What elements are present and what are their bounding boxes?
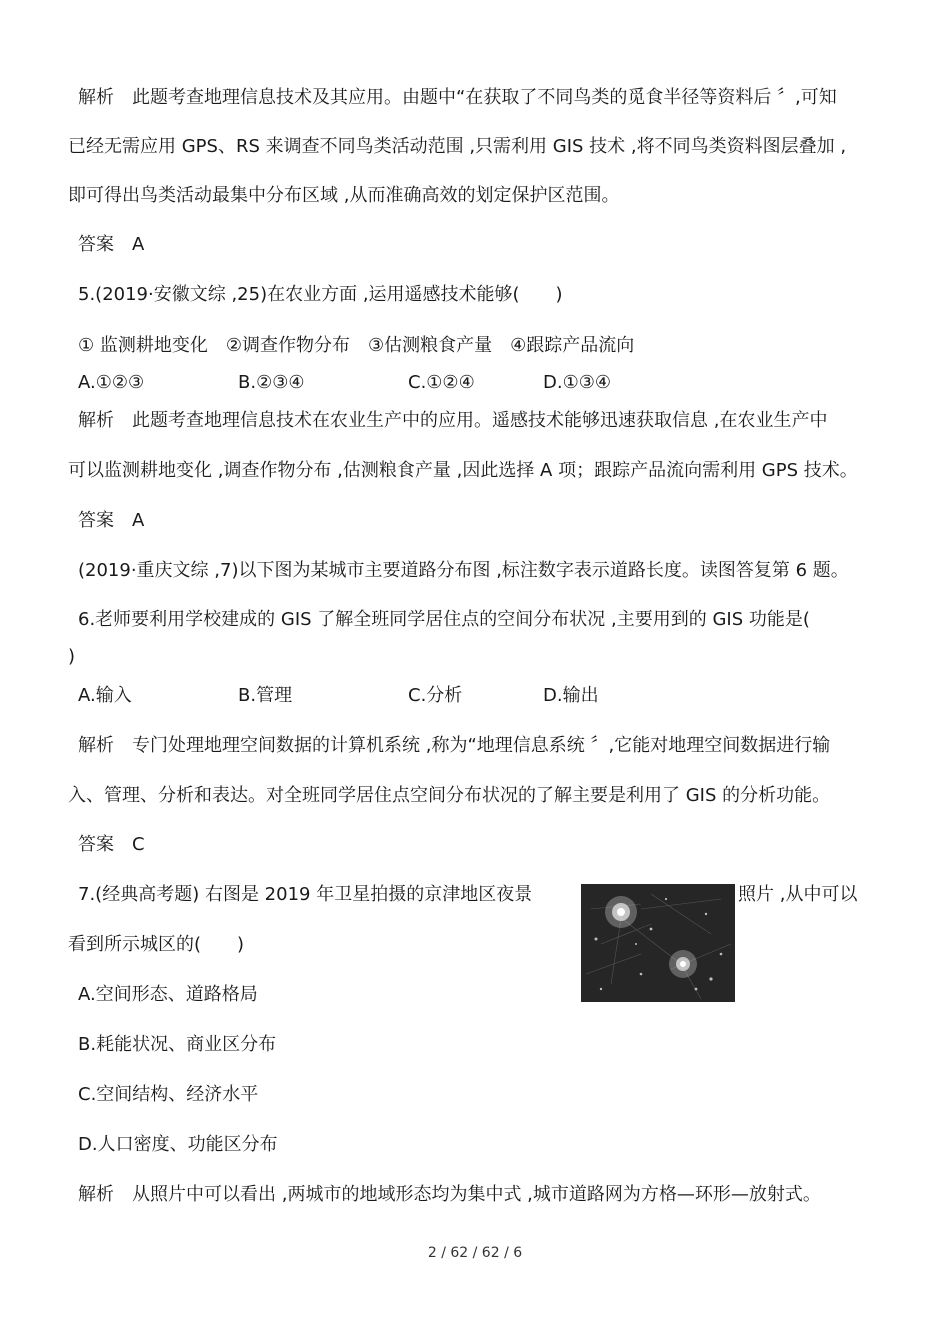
q6-option-d: D.输出 — [543, 685, 599, 706]
q4-answer: 答案 A — [78, 234, 145, 255]
page-number: 2 / 62 / 62 / 6 — [427, 1245, 523, 1261]
q5-option-c: C.①②④ — [408, 372, 475, 393]
q6-analysis-line1: 解析 专门处理地理空间数据的计算机系统 ,称为“地理信息系统 〞,它能对地理空间数据进行输 — [78, 735, 831, 756]
q6-stem-line1: 6.老师要利用学校建成的 GIS 了解全班同学居住点的空间分布状况 ,主要用到的 GIS 功能是( — [78, 609, 810, 630]
q6-stem-line2: ) — [68, 646, 76, 667]
q6-answer: 答案 C — [78, 834, 145, 855]
q6-option-c: C.分析 — [408, 685, 463, 706]
q6-intro: (2019·重庆文综 ,7)以下图为某城市主要道路分布图 ,标注数字表示道路长度。读图答复第 6 题。 — [78, 560, 849, 581]
q6-option-b: B.管理 — [238, 685, 293, 706]
q6-analysis-line2: 入、管理、分析和表达。对全班同学居住点空间分布状况的了解主要是利用了 GIS 的分析功能。 — [68, 785, 831, 806]
q7-option-c: C.空间结构、经济水平 — [78, 1084, 259, 1105]
q7-analysis: 解析 从照片中可以看出 ,两城市的地域形态均为集中式 ,城市道路网为方格—环形—放射式。 — [78, 1184, 821, 1205]
q6-option-a: A.输入 — [78, 685, 132, 706]
q4-analysis-line2: 已经无需应用 GPS、RS 来调查不同鸟类活动范围 ,只需利用 GIS 技术 ,将不同鸟类资料图层叠加 , — [68, 136, 847, 157]
q5-items: ① 监测耕地变化 ②调查作物分布 ③估测粮食产量 ④跟踪产品流向 — [78, 335, 635, 356]
night-satellite-photo — [581, 884, 735, 1002]
q5-answer: 答案 A — [78, 510, 145, 531]
q5-analysis-line1: 解析 此题考查地理信息技术在农业生产中的应用。遥感技术能够迅速获取信息 ,在农业生产中 — [78, 410, 828, 431]
q5-option-b: B.②③④ — [238, 372, 305, 393]
q7-stem-line2: 看到所示城区的( ) — [68, 934, 245, 955]
q7-stem-part2: 照片 ,从中可以 — [738, 884, 858, 905]
q4-analysis-line3: 即可得出鸟类活动最集中分布区域 ,从而准确高效的划定保护区范围。 — [68, 185, 620, 206]
q7-option-d: D.人口密度、功能区分布 — [78, 1134, 278, 1155]
q7-option-b: B.耗能状况、商业区分布 — [78, 1034, 277, 1055]
q4-analysis-line1: 解析 此题考查地理信息技术及其应用。由题中“在获取了不同鸟类的觅食半径等资料后 〞,可知 — [78, 87, 837, 108]
q5-option-a: A.①②③ — [78, 372, 145, 393]
q5-analysis-line2: 可以监测耕地变化 ,调查作物分布 ,估测粮食产量 ,因此选择 A 项；跟踪产品流向需利用 GPS 技术。 — [68, 460, 858, 481]
q5-option-d: D.①③④ — [543, 372, 611, 393]
q5-stem: 5.(2019·安徽文综 ,25)在农业方面 ,运用遥感技术能够( ) — [78, 284, 563, 305]
q7-stem-part1: 7.(经典高考题) 右图是 2019 年卫星拍摄的京津地区夜景 — [78, 884, 533, 905]
night-lights-graphic — [581, 884, 735, 1002]
q7-option-a: A.空间形态、道路格局 — [78, 984, 258, 1005]
